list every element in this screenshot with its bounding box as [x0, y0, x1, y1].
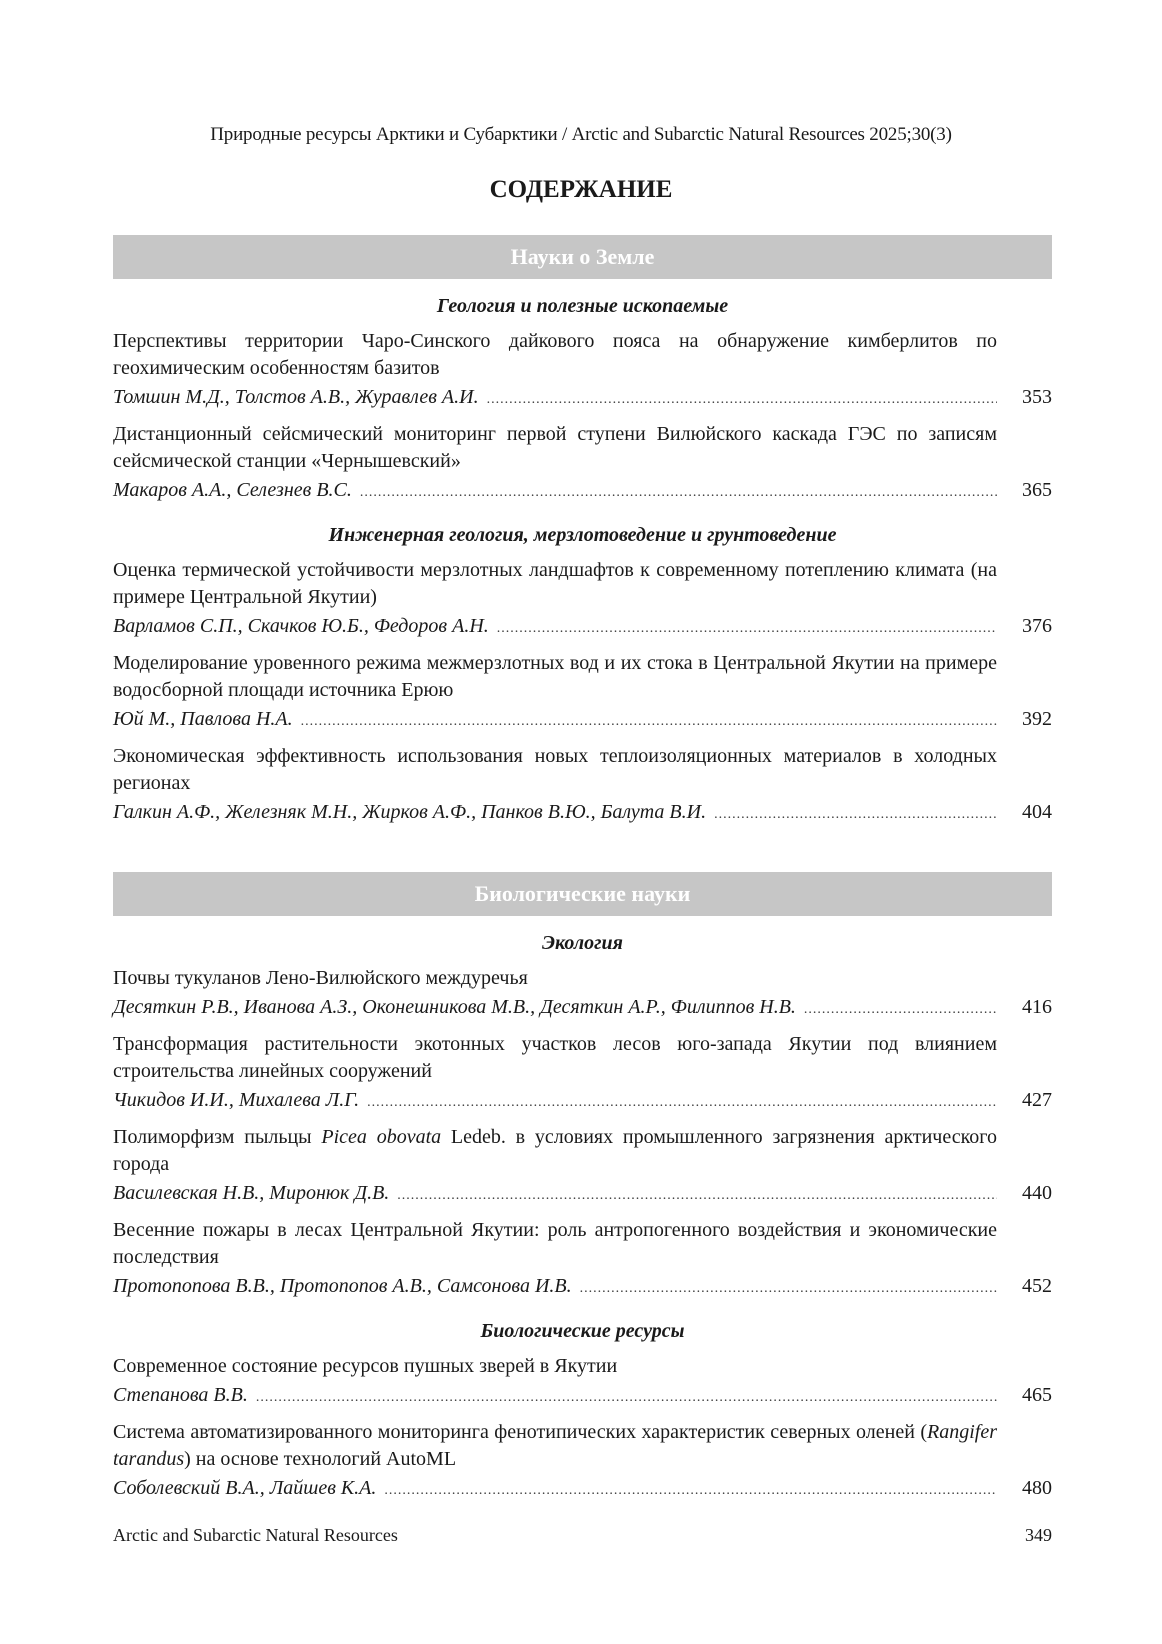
dot-leader: [580, 1274, 997, 1304]
page-title: СОДЕРЖАНИЕ: [489, 176, 673, 203]
page-number[interactable]: 404: [1022, 801, 1052, 823]
article-title[interactable]: Дистанционный сейсмический мониторинг первой ступени Вилюйского каскада ГЭС по записям сейсмической станции «Чернышевский»: [113, 423, 997, 472]
dot-leader: [360, 478, 997, 508]
article-authors: Варламов С.П., Скачков Ю.Б., Федоров А.Н.: [113, 615, 489, 637]
toc-entry[interactable]: [113, 421, 1052, 508]
article-authors: Юй М., Павлова Н.А.: [113, 708, 293, 730]
article-title[interactable]: Современное состояние ресурсов пушных зверей в Якутии: [113, 1355, 618, 1377]
toc-entry[interactable]: [113, 743, 1052, 830]
page-number[interactable]: 465: [1022, 1384, 1052, 1406]
dot-leader: [301, 707, 997, 737]
article-title[interactable]: Трансформация растительности экотонных участков лесов юго-запада Якутии под влиянием строительства линейных сооружений: [113, 1033, 997, 1082]
section-band: Биологические науки: [113, 872, 1052, 916]
page-number[interactable]: 440: [1022, 1182, 1052, 1204]
page-number[interactable]: 353: [1022, 386, 1052, 408]
article-title[interactable]: Почвы тукуланов Лено-Вилюйского междуречья: [113, 967, 528, 989]
article-authors: Десяткин Р.В., Иванова А.З., Оконешникова М.В., Десяткин А.Р., Филиппов Н.В.: [113, 996, 796, 1018]
article-title[interactable]: [113, 1124, 1052, 1178]
dot-leader: [714, 800, 997, 830]
article-authors: Протопопова В.В., Протопопов А.В., Самсонова И.В.: [113, 1275, 572, 1297]
dot-leader: [804, 995, 997, 1025]
subsection-heading: Геология и полезные ископаемые: [436, 295, 729, 317]
footer-page-number: 349: [1025, 1525, 1052, 1545]
subsection-heading: Экология: [542, 932, 623, 954]
article-title[interactable]: Моделирование уровенного режима межмерзлотных вод и их стока в Центральной Якутии на примере водосборной площади источника Ерюю: [113, 652, 997, 701]
toc-entry[interactable]: [113, 328, 1052, 415]
page-number[interactable]: 427: [1022, 1089, 1052, 1111]
page-number[interactable]: 376: [1022, 615, 1052, 637]
dot-leader: [487, 385, 997, 415]
toc-entry[interactable]: [113, 965, 1052, 1025]
page-number[interactable]: 416: [1022, 996, 1052, 1018]
section-biological-sciences: [113, 872, 1052, 1506]
running-header: Природные ресурсы Арктики и Субарктики / Arctic and Subarctic Natural Resources 2025;30(3): [210, 124, 952, 145]
footer-journal-name: Arctic and Subarctic Natural Resources: [113, 1525, 398, 1545]
subsection-heading: Инженерная геология, мерзлотоведение и грунтоведение: [328, 524, 837, 546]
toc-entry[interactable]: [113, 1124, 1052, 1211]
article-authors: Томшин М.Д., Толстов А.В., Журавлев А.И.: [113, 386, 479, 408]
dot-leader: [497, 614, 997, 644]
title-text: Система автоматизированного мониторинга фенотипических характеристик северных оленей (: [113, 1421, 927, 1443]
title-text: Ledeb. в условиях промышленного загрязнения арктического города: [113, 1126, 997, 1175]
section-band: Науки о Земле: [113, 235, 1052, 279]
dot-leader: [367, 1088, 997, 1118]
article-title[interactable]: Оценка термической устойчивости мерзлотных ландшафтов к современному потеплению климата (на примере Центральной Якутии): [113, 559, 997, 608]
page-number[interactable]: 480: [1022, 1477, 1052, 1499]
article-authors: Макаров А.А., Селезнев В.С.: [113, 479, 352, 501]
page-number[interactable]: 365: [1022, 479, 1052, 501]
subsection-heading: Биологические ресурсы: [480, 1320, 685, 1342]
title-text: Полиморфизм пыльцы: [113, 1126, 322, 1148]
article-title[interactable]: Весенние пожары в лесах Центральной Якутии: роль антропогенного воздействия и экономические последствия: [113, 1219, 997, 1268]
page-number[interactable]: 452: [1022, 1275, 1052, 1297]
toc-entry[interactable]: [113, 650, 1052, 737]
toc-entry[interactable]: [113, 557, 1052, 644]
page-number[interactable]: 392: [1022, 708, 1052, 730]
toc-entry[interactable]: [113, 1353, 1052, 1413]
article-authors: Степанова В.В.: [113, 1384, 248, 1406]
article-title[interactable]: Перспективы территории Чаро-Синского дайкового пояса на обнаружение кимберлитов по геохимическим особенностям базитов: [113, 330, 997, 379]
dot-leader: [384, 1476, 997, 1506]
title-text: ) на основе технологий AutoML: [184, 1448, 457, 1470]
article-authors: Соболевский В.А., Лайшев К.А.: [113, 1477, 377, 1499]
toc-entry[interactable]: [113, 1031, 1052, 1118]
table-of-contents: [113, 235, 1052, 1512]
dot-leader: [256, 1383, 997, 1413]
article-authors: Василевская Н.В., Миронюк Д.В.: [113, 1182, 390, 1204]
toc-entry[interactable]: [113, 1419, 1052, 1506]
species-name: Rangifer tarandus: [113, 1421, 997, 1470]
species-name: Picea obovata: [321, 1126, 442, 1148]
article-title[interactable]: [113, 1419, 1052, 1473]
toc-entry[interactable]: [113, 1217, 1052, 1304]
article-authors: Галкин А.Ф., Железняк М.Н., Жирков А.Ф., Панков В.Ю., Балута В.И.: [113, 801, 707, 823]
article-authors: Чикидов И.И., Михалева Л.Г.: [113, 1089, 360, 1111]
section-earth-sciences: [113, 235, 1052, 830]
dot-leader: [397, 1181, 997, 1211]
article-title[interactable]: Экономическая эффективность использования новых теплоизоляционных материалов в холодных регионах: [113, 745, 997, 794]
